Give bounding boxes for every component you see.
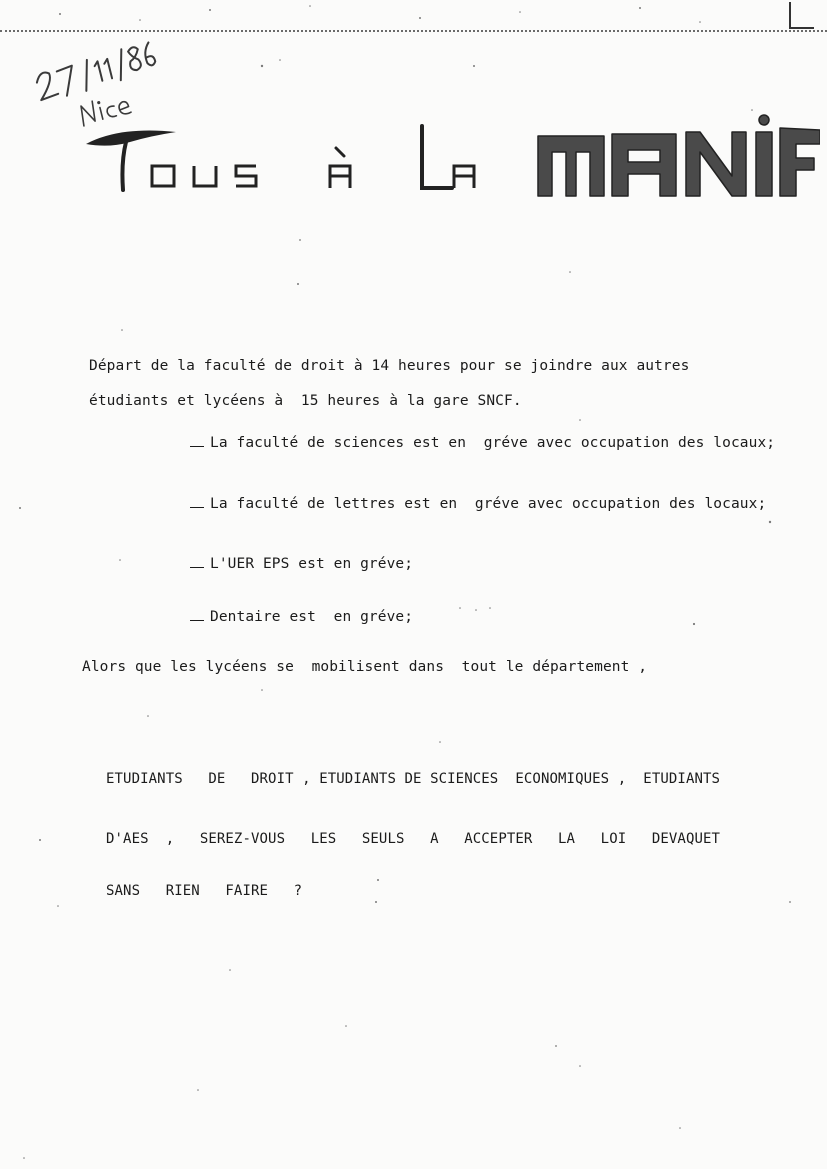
top-border-rule <box>0 30 827 32</box>
mobilisation-line: Alors que les lycéens se mobilisent dans tout le département , <box>82 659 648 675</box>
corner-mark-icon <box>786 0 818 32</box>
banner-word-a <box>330 148 350 188</box>
strike-item-text: L'UER EPS est en gréve; <box>210 556 414 572</box>
strike-item-text: La faculté de sciences est en gréve avec occupation des locaux; <box>210 435 776 451</box>
dash-bullet-icon <box>190 495 204 508</box>
strike-item-text: La faculté de lettres est en gréve avec occupation des locaux; <box>210 496 767 512</box>
appeal-line-1: ETUDIANTS DE DROIT , ETUDIANTS DE SCIENCES ECONOMIQUES , ETUDIANTS <box>106 771 721 787</box>
dash-bullet-icon <box>190 608 204 621</box>
intro-line-1: Départ de la faculté de droit à 14 heures pour se joindre aux autres <box>89 358 690 374</box>
banner-word-la <box>422 126 474 188</box>
strike-item-sciences <box>190 434 775 452</box>
dash-bullet-icon <box>190 434 204 447</box>
appeal-line-3: SANS RIEN FAIRE ? <box>106 883 303 899</box>
strike-item-eps <box>190 555 413 573</box>
strike-item-dentaire <box>190 608 413 626</box>
banner-title <box>80 112 820 212</box>
dash-bullet-icon <box>190 555 204 568</box>
strike-item-text: Dentaire est en gréve; <box>210 609 414 625</box>
appeal-line-2: D'AES , SEREZ-VOUS LES SEULS A ACCEPTER LA LOI DEVAQUET <box>106 831 721 847</box>
strike-item-lettres <box>190 495 766 513</box>
intro-line-2: étudiants et lycéens à 15 heures à la gare SNCF. <box>89 393 522 409</box>
banner-word-tous <box>86 131 256 191</box>
banner-word-manif <box>538 115 820 196</box>
